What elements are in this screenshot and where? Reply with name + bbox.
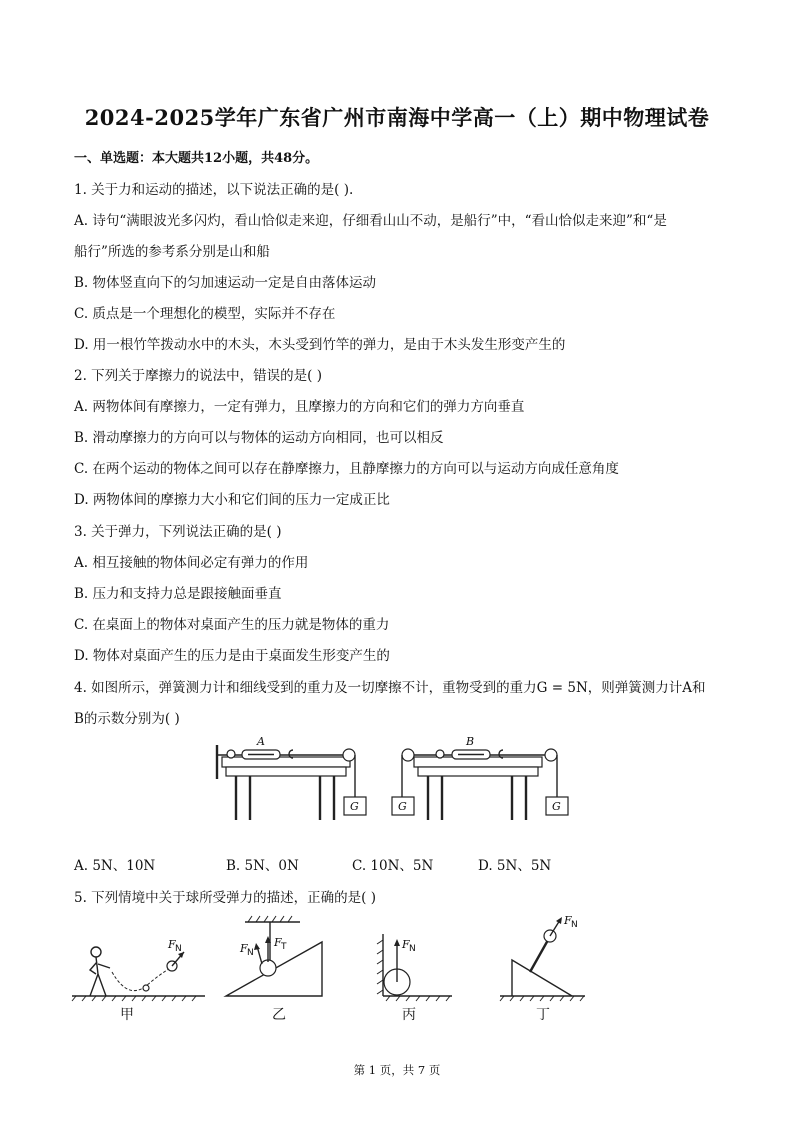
q5-yi-ft-sub: T <box>281 942 287 952</box>
q5-ding-fn-sub: N <box>571 920 578 930</box>
q1-option-c: C. 质点是一个理想化的模型，实际并不存在 <box>74 306 336 322</box>
q5-scene-bing <box>377 934 452 1001</box>
q5-yi-fn-sub: N <box>247 948 254 958</box>
q5-bing-fn-sub: N <box>409 944 416 954</box>
q5-caption-yi: 乙 <box>272 1007 286 1023</box>
q1-option-a-cont: 船行”所选的参考系分别是山和船 <box>74 244 270 260</box>
q5-caption-jia: 甲 <box>120 1007 134 1023</box>
q5-yi-ft: F <box>274 936 282 949</box>
q4-weight-right-left: G <box>398 800 407 813</box>
q5-jia-fn: F <box>168 938 176 951</box>
q4-option-b: B. 5N、0N <box>226 858 299 874</box>
q4-label-b: B <box>466 735 475 748</box>
q1-stem: 1. 关于力和运动的描述，以下说法正确的是( ). <box>74 182 354 198</box>
page-footer: 第 1 页，共 7 页 <box>353 1063 441 1077</box>
q1-option-d: D. 用一根竹竿拨动水中的木头，木头受到竹竿的弹力，是由于木头发生形变产生的 <box>74 337 566 353</box>
q5-ding-fn: F <box>564 914 572 927</box>
q4-left-setup <box>217 735 366 820</box>
q5-bing-fn: F <box>402 938 410 951</box>
q4-option-a: A. 5N、10N <box>74 858 156 874</box>
q4-stem-cont: B的示数分别为( ) <box>74 711 180 727</box>
q4-label-a: A <box>257 735 265 748</box>
q3-option-d: D. 物体对桌面产生的压力是由于桌面发生形变产生的 <box>74 648 390 664</box>
q2-stem: 2. 下列关于摩擦力的说法中，错误的是( ) <box>74 368 322 384</box>
page-title: 2024-2025学年广东省广州市南海中学高一（上）期中物理试卷 <box>84 105 710 130</box>
q4-figure <box>0 735 794 845</box>
q4-weight-right-right: G <box>552 800 561 813</box>
q2-option-c: C. 在两个运动的物体之间可以存在静摩擦力，且静摩擦力的方向可以与运动方向成任意角度 <box>74 461 619 477</box>
q5-scene-ding <box>500 914 585 1001</box>
q4-weight-left: G <box>350 800 359 813</box>
q5-scene-jia <box>72 938 205 1001</box>
q4-right-setup <box>392 735 568 820</box>
q3-option-c: C. 在桌面上的物体对桌面产生的压力就是物体的重力 <box>74 617 390 633</box>
q5-jia-fn-sub: N <box>175 944 182 954</box>
q4-option-c: C. 10N、5N <box>352 858 434 874</box>
q3-option-b: B. 压力和支持力总是跟接触面垂直 <box>74 586 282 602</box>
q1-option-b: B. 物体竖直向下的匀加速运动一定是自由落体运动 <box>74 275 377 291</box>
q5-figure <box>0 912 794 1002</box>
section-heading: 一、单选题：本大题共12小题，共48分。 <box>74 151 319 166</box>
q5-caption-ding: 丁 <box>536 1007 550 1023</box>
q5-scene-yi <box>226 916 322 996</box>
q4-stem: 4. 如图所示，弹簧测力计和细线受到的重力及一切摩擦不计，重物受到的重力G = 5N，则弹簧测力计A和 <box>74 680 706 696</box>
q3-option-a: A. 相互接触的物体间必定有弹力的作用 <box>74 555 309 571</box>
q1-option-a: A. 诗句“满眼波光多闪灼，看山恰似走来迎，仔细看山山不动，是船行”中，“看山恰似走来迎”和“是 <box>74 213 667 229</box>
q2-option-a: A. 两物体间有摩擦力，一定有弹力，且摩擦力的方向和它们的弹力方向垂直 <box>74 399 525 415</box>
q3-stem: 3. 关于弹力，下列说法正确的是( ) <box>74 524 282 540</box>
q2-option-b: B. 滑动摩擦力的方向可以与物体的运动方向相同，也可以相反 <box>74 430 444 446</box>
q5-stem: 5. 下列情境中关于球所受弹力的描述，正确的是( ) <box>74 890 376 906</box>
q2-option-d: D. 两物体间的摩擦力大小和它们间的压力一定成正比 <box>74 492 390 508</box>
q5-caption-bing: 丙 <box>402 1007 416 1023</box>
q4-option-d: D. 5N、5N <box>478 858 552 874</box>
q5-yi-fn: F <box>240 942 248 955</box>
